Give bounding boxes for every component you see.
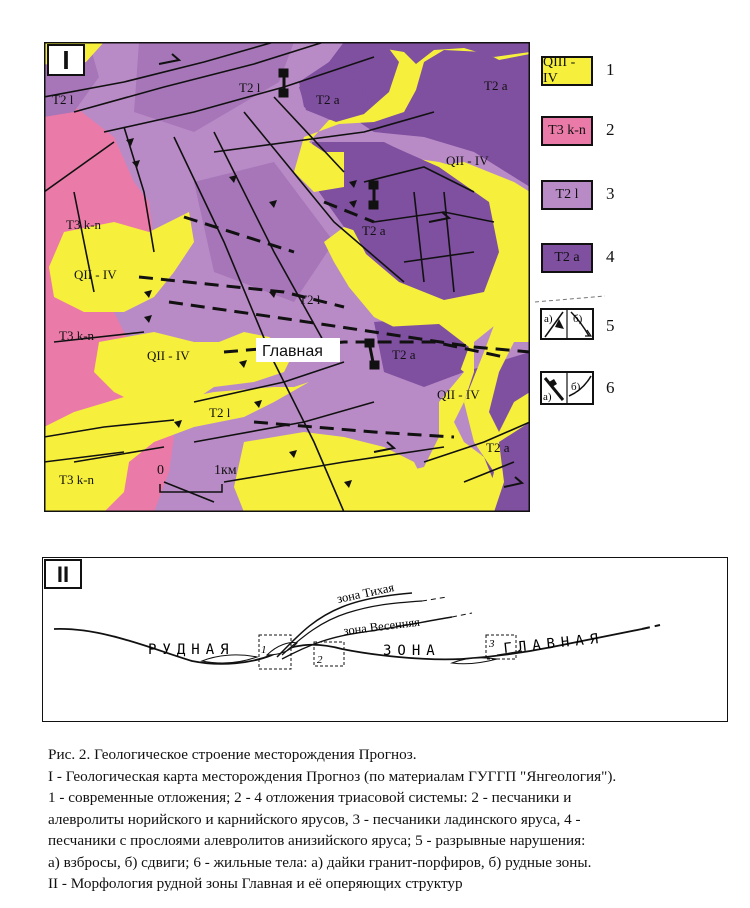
caption-line-3: 1 - современные отложения; 2 - 4 отложения триасовой системы: 2 - песчаники и — [48, 789, 572, 806]
box-1-label: 1 — [261, 644, 267, 656]
legend-swatch-2: T3 k-n — [541, 116, 593, 146]
label-t2a-top-right: T2 a — [484, 78, 508, 93]
legend-swatch-6 — [535, 366, 605, 408]
legend-swatch-4: T2 a — [541, 243, 593, 273]
label-t2l-top: T2 l — [239, 80, 261, 95]
panel-ii-label: II — [44, 559, 82, 589]
legend-num-6: 6 — [606, 378, 615, 397]
legend-num-2: 2 — [606, 120, 615, 139]
zone-glavnaya-label: Главная — [262, 343, 323, 360]
label-t2l-lower: T2 l — [209, 405, 231, 420]
scale-zero: 0 — [157, 463, 164, 478]
label-t3kn-lower: T3 k-n — [59, 472, 95, 487]
ore-zone-diagram — [42, 557, 728, 722]
legend-swatch-5 — [535, 292, 605, 344]
legend-num-3: 3 — [606, 184, 615, 203]
label-t2a-middle: T2 a — [362, 223, 386, 238]
legend-5-a: а) — [544, 313, 553, 325]
label-q-upper: QII - IV — [446, 153, 489, 168]
caption-line-2: I - Геологическая карта месторождения Прогноз (по материалам ГУГГП "Янгеология"). — [48, 767, 617, 785]
legend-num-5: 5 — [606, 316, 615, 335]
legend-5-b: б) — [573, 313, 583, 325]
figure-caption — [48, 744, 738, 895]
label-q-left: QII - IV — [74, 267, 117, 282]
caption-line-6: а) взбросы, б) сдвиги; 6 - жильные тела: а) дайки гранит-порфиров, б) рудные зоны. — [48, 853, 592, 871]
label-t2l-middle: T2 l — [299, 292, 321, 307]
caption-line-5: песчаники с прослоями алевролитов анизийского яруса; 5 - разрывные нарушения: — [48, 832, 586, 849]
box-2-label: 2 — [317, 654, 323, 666]
caption-line-1: Рис. 2. Геологическое строение месторождения Прогноз. — [48, 746, 417, 763]
geological-map — [44, 42, 530, 512]
legend-num-4: 4 — [606, 247, 615, 266]
word-glavnaya: ГЛАВНАЯ — [502, 630, 605, 657]
label-t2a-bottom-right: T2 a — [486, 440, 510, 455]
label-t2l-top-left: T2 l — [52, 92, 74, 107]
label-q-right: QII - IV — [437, 387, 480, 402]
panel-i-label: I — [47, 44, 85, 76]
caption-line-4: алевролиты норийского и карнийского ярусов, 3 - песчаники ладинского яруса, 4 - — [48, 810, 581, 828]
label-t2a-top: T2 a — [316, 92, 340, 107]
label-t2a-lower: T2 a — [392, 347, 416, 362]
legend-swatch-1: QIII - IV — [541, 56, 593, 86]
scale-one-km: 1км — [214, 463, 237, 478]
legend-swatch-3: T2 l — [541, 180, 593, 210]
zone-vesennyaya-label: зона Весенняя — [342, 614, 421, 638]
label-t3kn-upper: T3 k-n — [66, 217, 102, 232]
word-zona: ЗОНА — [383, 643, 441, 659]
zone-tikhaya-label: зона Тихая — [335, 580, 396, 606]
caption-line-7: II - Морфология рудной зоны Главная и её оперяющих структур — [48, 875, 463, 892]
label-q-center: QII - IV — [147, 348, 190, 363]
legend-6-a: а) — [543, 391, 552, 403]
legend-num-1: 1 — [606, 60, 615, 79]
label-t3kn-middle: T3 k-n — [59, 328, 95, 343]
box-3-label: 3 — [489, 638, 495, 650]
legend-6-b: б) — [571, 381, 581, 393]
word-rudnaya: РУДНАЯ — [148, 642, 235, 658]
